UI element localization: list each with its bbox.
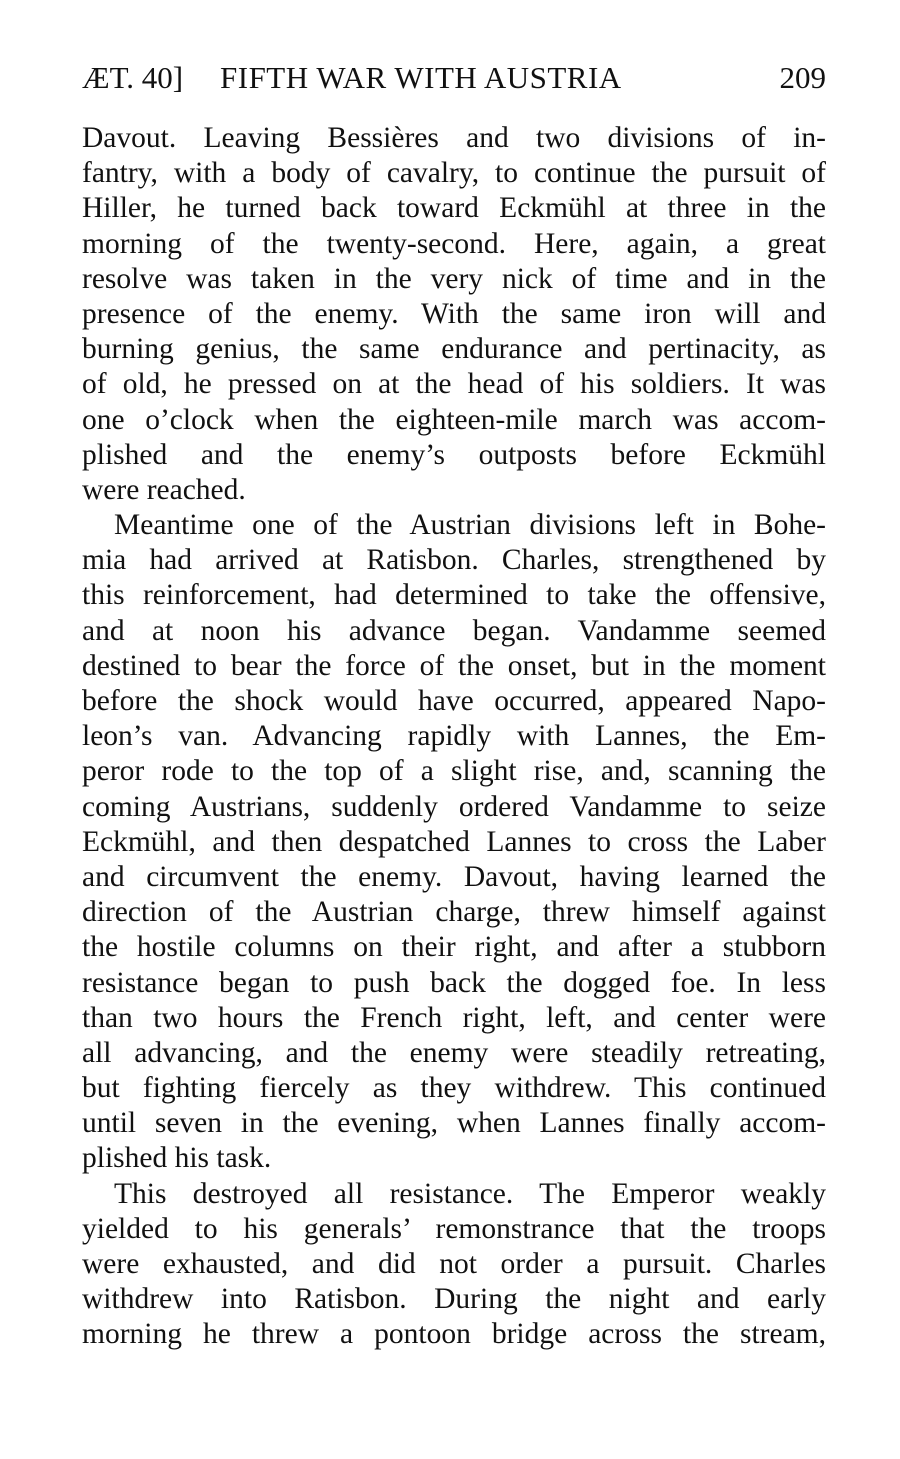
text-line: the hostile columns on their right, and after a stubborn (82, 931, 826, 964)
body-text (82, 121, 826, 1353)
text-line: morning of the twenty-second. Here, again, a great (82, 227, 826, 260)
text-line: burning genius, the same endurance and pertinacity, as (82, 333, 826, 366)
text-line: plished and the enemy’s outposts before Eckmühl (82, 438, 826, 471)
text-line: this reinforcement, had determined to take the offensive, (82, 579, 826, 612)
text-line: leon’s van. Advancing rapidly with Lannes, the Em- (82, 720, 826, 753)
text-line: one o’clock when the eighteen-mile march was accom- (82, 403, 826, 436)
text-line: morning he threw a pontoon bridge across the stream, (82, 1318, 826, 1351)
text-line: resistance began to push back the dogged foe. In less (82, 966, 826, 999)
text-line: Davout. Leaving Bessières and two divisions of in- (82, 122, 826, 154)
text-line: and at noon his advance began. Vandamme seemed (82, 614, 826, 647)
text-line: resolve was taken in the very nick of time and in the (82, 262, 826, 295)
text-line: peror rode to the top of a slight rise, and, scanning the (82, 755, 826, 788)
text-line: This destroyed all resistance. The Emperor weakly (114, 1177, 826, 1210)
text-line: destined to bear the force of the onset, but in the moment (82, 649, 826, 682)
text-line: until seven in the evening, when Lannes finally accom- (82, 1107, 826, 1140)
paragraph-2 (82, 508, 826, 1177)
text-line: of old, he pressed on at the head of his soldiers. It was (82, 368, 826, 401)
text-line: all advancing, and the enemy were steadily retreating, (82, 1036, 826, 1069)
text-line: presence of the enemy. With the same iron will and (82, 297, 826, 330)
text-line: were exhausted, and did not order a pursuit. Charles (82, 1248, 826, 1280)
text-line: coming Austrians, suddenly ordered Vandamme to seize (82, 790, 826, 823)
text-line: withdrew into Ratisbon. During the night and early (82, 1283, 826, 1316)
text-line: fantry, with a body of cavalry, to continue the pursuit of (82, 157, 826, 190)
chapter-age-marker: ÆT. 40] (82, 60, 184, 95)
text-line: and circumvent the enemy. Davout, having learned the (82, 860, 826, 893)
running-head (82, 58, 826, 98)
text-line: than two hours the French right, left, and center were (82, 1001, 826, 1034)
paragraph-3 (82, 1177, 826, 1353)
running-title: FIFTH WAR WITH AUSTRIA (220, 60, 622, 95)
text-line: were reached. (82, 473, 246, 506)
text-line: mia had arrived at Ratisbon. Charles, strengthened by (82, 544, 826, 577)
text-line: but fighting fiercely as they withdrew. This continued (82, 1072, 826, 1105)
text-line: yielded to his generals’ remonstrance that the troops (82, 1212, 826, 1245)
page-number: 209 (779, 60, 826, 95)
paragraph-1 (82, 121, 826, 508)
text-line: Meantime one of the Austrian divisions left in Bohe- (114, 509, 826, 542)
text-line: before the shock would have occurred, appeared Napo- (82, 685, 826, 717)
text-line: Hiller, he turned back toward Eckmühl at three in the (82, 192, 826, 225)
text-line: Eckmühl, and then despatched Lannes to cross the Laber (82, 825, 826, 858)
text-line: direction of the Austrian charge, threw himself against (82, 896, 826, 929)
text-line: plished his task. (82, 1142, 272, 1175)
